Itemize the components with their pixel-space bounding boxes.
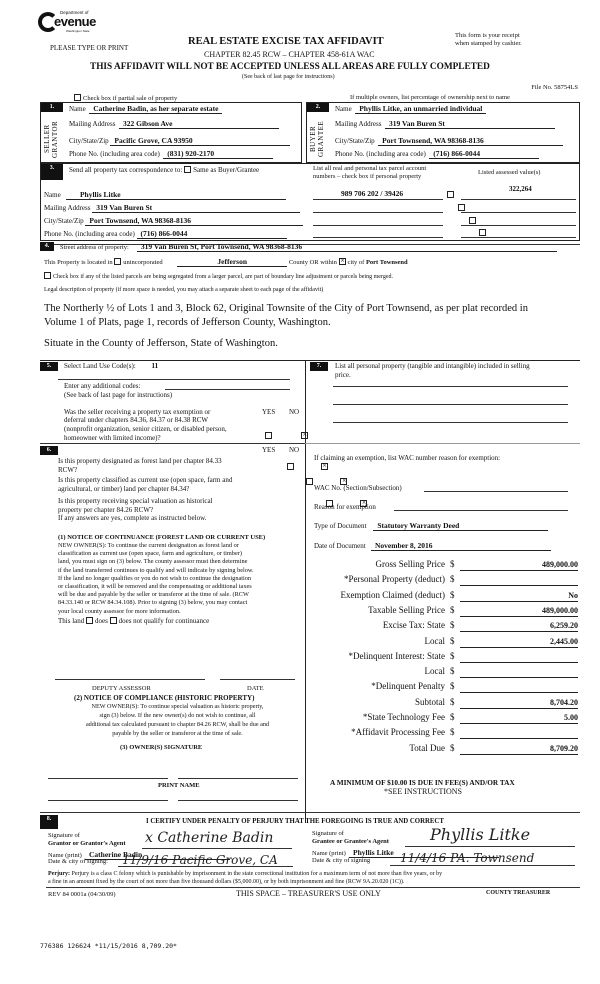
- current-use-yes-checkbox[interactable]: [306, 478, 313, 485]
- notice-line: additional tax calculated pursuant to chapter 84.26 RCW, shall be due and: [85, 721, 270, 728]
- notice-line: NEW OWNER(S): To continue the current designation as forest land or: [58, 542, 239, 549]
- personal-property-checkbox[interactable]: [469, 217, 476, 224]
- fee-label: *Affidavit Processing Fee: [351, 727, 445, 738]
- tax-correspondence-section: 3. Send all property tax correspondence to: Same as Buyer/Grantee Name Phyllis Litke Mailing Address 319 Van Buren St City/State/Zip Port Townsend, WA 98368-8136 Phone No. (including area code) (716) 866-0044 List all real and personal tax parcel account numbers – check box if personal property Listed assessed value(s) 989 706 202 / 39426 322,264: [40, 163, 580, 241]
- county-field[interactable]: Jefferson: [177, 257, 287, 267]
- assessor-date-line[interactable]: [220, 679, 295, 680]
- dollar-sign: $: [450, 559, 455, 569]
- within-city-checkbox[interactable]: [339, 258, 346, 265]
- grantee-name-field[interactable]: Phyllis Litke: [349, 848, 499, 858]
- dollar-sign: $: [450, 589, 455, 600]
- buyer-section: 2. BUYER GRANTEE Name Phyllis Litke, an unmarried individual Mailing Address 319 Van Buren St City/State/Zip Port Townsend, WA 98368-8136 Phone No. (including area code) (716) 866-0044: [306, 102, 580, 163]
- notice-line: NEW OWNER(S): To continue special valuation as historic property,: [91, 703, 264, 710]
- corr-city-field[interactable]: Port Townsend, WA 98368-8136: [85, 216, 303, 226]
- cashier-stamp: 776386 126624 *11/15/2016 8,709.20*: [40, 942, 177, 950]
- fee-value-field[interactable]: [460, 575, 578, 586]
- fee-row: [310, 605, 580, 617]
- seller-name-field[interactable]: Catherine Badin, as her separate estate: [89, 104, 222, 114]
- buyer-address-field[interactable]: 319 Van Buren St: [385, 119, 555, 129]
- dollar-sign: $: [450, 666, 455, 677]
- wac-number-field[interactable]: [424, 491, 568, 492]
- grantor-name-field[interactable]: Catherine Badin: [85, 850, 230, 860]
- same-as-buyer-checkbox[interactable]: [184, 166, 191, 173]
- print-name-line[interactable]: [178, 800, 298, 801]
- fee-row: [310, 590, 580, 602]
- perjury-certification: I CERTIFY UNDER PENALTY OF PERJURY THAT THE FOREGOING IS TRUE AND CORRECT: [146, 818, 444, 825]
- file-number: File No. 58754LS: [531, 84, 578, 91]
- grantor-signature[interactable]: x Catherine Badin: [145, 830, 274, 846]
- grantee-signature[interactable]: Phyllis Litke: [430, 825, 531, 844]
- dollar-sign: $: [450, 696, 455, 707]
- dor-logo: Department of evenue Washington State: [38, 8, 98, 38]
- additional-codes-field[interactable]: [165, 389, 290, 390]
- forest-yes-checkbox[interactable]: [287, 463, 294, 470]
- fee-label: Total Due: [409, 742, 445, 753]
- deputy-assessor-signature-line[interactable]: [55, 679, 205, 680]
- form-title: REAL ESTATE EXCISE TAX AFFIDAVIT: [188, 36, 384, 47]
- fee-label: Taxable Selling Price: [368, 604, 445, 615]
- unincorporated-checkbox[interactable]: [114, 258, 121, 265]
- dollar-sign: $: [450, 604, 455, 615]
- dollar-sign: $: [450, 742, 455, 753]
- fee-row: [310, 559, 580, 571]
- owner-signature-line[interactable]: [178, 778, 298, 779]
- fee-label: Exemption Claimed (deduct): [340, 589, 445, 600]
- notice-line: payable by the seller or transferor at the time of sale.: [112, 730, 243, 737]
- city-value: Port Townsend: [365, 259, 408, 266]
- fee-label: *State Technology Fee: [362, 712, 445, 722]
- fee-row: [310, 666, 580, 678]
- dollar-sign: $: [450, 727, 455, 738]
- continuance-notice: [58, 542, 254, 616]
- dollar-sign: $: [450, 681, 455, 692]
- fee-label: *Delinquent Penalty: [371, 681, 445, 692]
- fee-label: Local: [424, 666, 445, 677]
- notice-line: if the land transferred continues to qualify and will indicate by signing below.: [58, 566, 254, 574]
- fee-label: Excise Tax: State: [382, 620, 445, 631]
- fee-value-field[interactable]: [460, 682, 578, 693]
- fee-row: [310, 574, 580, 586]
- fee-value-field[interactable]: 8,704.20: [460, 698, 578, 709]
- fee-label: *Delinquent Interest: State: [348, 650, 445, 661]
- forest-no-checkbox[interactable]: [321, 463, 328, 470]
- notice-line: will be due and payable by the seller or transferor at the time of sale. (RCW: [58, 591, 249, 599]
- fee-value-field[interactable]: 489,000.00: [460, 560, 578, 571]
- fee-value-field[interactable]: 8,709.20: [460, 744, 578, 755]
- minimum-due-note: A MINIMUM OF $10.00 IS DUE IN FEE(S) AND/OR TAX: [330, 778, 515, 787]
- fee-value-field[interactable]: [460, 652, 578, 663]
- personal-property-line[interactable]: [333, 404, 568, 405]
- personal-property-checkbox[interactable]: [447, 191, 454, 198]
- fee-row: [310, 636, 580, 648]
- seller-phone-field[interactable]: (831) 920-2170: [163, 149, 273, 159]
- fee-value-field[interactable]: 2,445.00: [460, 637, 578, 648]
- partial-sale-checkbox[interactable]: Check box if partial sale of property: [74, 94, 177, 102]
- exemption-no-checkbox[interactable]: [301, 432, 308, 439]
- grantor-date-city[interactable]: 11/9/16 Pacific Grove, CA: [122, 853, 278, 867]
- form-chapter: CHAPTER 82.45 RCW – CHAPTER 458-61A WAC: [204, 50, 375, 59]
- seller-address-field[interactable]: 322 Gibson Ave: [119, 119, 279, 129]
- seller-city-field[interactable]: Pacific Grove, CA 93950: [110, 136, 290, 146]
- fee-row: [310, 727, 580, 739]
- fee-value-field[interactable]: No: [460, 591, 578, 602]
- notice-line: classification as current use (open space, farm and agriculture, or timber): [58, 550, 242, 558]
- fee-row: [310, 697, 580, 709]
- print-name-line[interactable]: [48, 800, 168, 801]
- buyer-city-field[interactable]: Port Townsend, WA 98368-8136: [378, 136, 563, 146]
- fee-value-field[interactable]: 489,000.00: [460, 606, 578, 617]
- document-type-field[interactable]: Statutory Warranty Deed: [373, 521, 548, 531]
- qualifies-checkbox[interactable]: [86, 617, 93, 624]
- seller-section: 1. SELLER GRANTOR Name Catherine Badin, as her separate estate Mailing Address 322 Gibson Ave City/State/Zip Pacific Grove, CA 93950 Phone No. (including area code) (831) 920-2170: [40, 102, 302, 163]
- buyer-name-field[interactable]: Phyllis Litke, an unmarried individual: [355, 104, 486, 114]
- compliance-notice: [55, 702, 300, 738]
- property-address-field[interactable]: 319 Van Buren St, Port Townsend, WA 98368-8136: [137, 242, 557, 252]
- personal-property-checkbox[interactable]: [479, 229, 486, 236]
- buyer-phone-field[interactable]: (716) 866-0044: [429, 149, 539, 159]
- personal-property-line[interactable]: [333, 386, 568, 387]
- corr-name-field[interactable]: Phyllis Litke: [66, 190, 286, 200]
- fee-value-field[interactable]: 6,259.20: [460, 621, 578, 632]
- land-use-code[interactable]: 11: [151, 362, 159, 370]
- personal-property-checkbox[interactable]: [458, 204, 465, 211]
- fee-row: [310, 743, 580, 755]
- dollar-sign: $: [450, 620, 455, 631]
- notice-line: 84.33.140 or RCW 84.34.108). Prior to signing (3) below, you may contact: [58, 599, 248, 607]
- notice-line: sign (3) below. If the new owner(s) do not wish to continue, all: [99, 712, 256, 719]
- fee-row: [310, 681, 580, 693]
- owner-signature-line[interactable]: [48, 778, 168, 779]
- please-type-note: PLEASE TYPE OR PRINT: [50, 44, 129, 52]
- does-not-qualify-checkbox[interactable]: [110, 617, 117, 624]
- dollar-sign: $: [450, 650, 455, 661]
- grantee-date-city[interactable]: 11/4/16 PA. Townsend: [400, 851, 535, 865]
- corr-address-field[interactable]: 319 Van Buren St: [92, 203, 300, 213]
- assessed-value[interactable]: 322,264: [509, 185, 532, 193]
- segregated-checkbox[interactable]: Check box if any of the listed parcels are being segregated from a larger parcel, are part of boundary line adjustment or parcels being merged.: [44, 272, 393, 280]
- fee-label: *Personal Property (deduct): [344, 574, 445, 585]
- dollar-sign: $: [450, 635, 455, 646]
- exemption-yes-checkbox[interactable]: [265, 432, 272, 439]
- notice-line: your local county assessor for more information.: [58, 607, 181, 615]
- form-revision: REV 84 0001a (04/30/09): [48, 891, 116, 898]
- corr-phone-field[interactable]: (716) 866-0044: [137, 229, 287, 239]
- notice-line: If the land no longer qualifies or you do not wish to continue the designation: [58, 574, 252, 582]
- notice-line: or classification, it will be removed and the compensating or additional taxes: [58, 583, 252, 591]
- exemption-reason-field[interactable]: [394, 510, 568, 511]
- fee-row: [310, 651, 580, 663]
- personal-property-line[interactable]: [333, 422, 568, 423]
- dollar-sign: $: [450, 574, 455, 585]
- document-date-field[interactable]: November 8, 2016: [371, 541, 551, 551]
- fee-label: Gross Selling Price: [375, 559, 445, 569]
- fee-row: [310, 712, 580, 724]
- legal-description: The Northerly ½ of Lots 1 and 3, Block 62, Original Townsite of the City of Port Townsend, as per plat recorded in: [44, 303, 528, 314]
- fee-value-field[interactable]: 5.00: [460, 713, 578, 724]
- fee-value-field[interactable]: [460, 667, 578, 678]
- parcel-number[interactable]: 989 706 202 / 39426: [341, 189, 404, 198]
- fee-label: Local: [424, 635, 445, 646]
- fee-row: [310, 620, 580, 632]
- fee-label: Subtotal: [414, 696, 445, 707]
- notice-line: land, you must sign on (3) below. The county assessor must then determine: [58, 558, 248, 566]
- warning-banner: THIS AFFIDAVIT WILL NOT BE ACCEPTED UNLESS ALL AREAS ARE FULLY COMPLETED: [90, 62, 490, 72]
- dollar-sign: $: [450, 712, 455, 722]
- fee-value-field[interactable]: [460, 728, 578, 739]
